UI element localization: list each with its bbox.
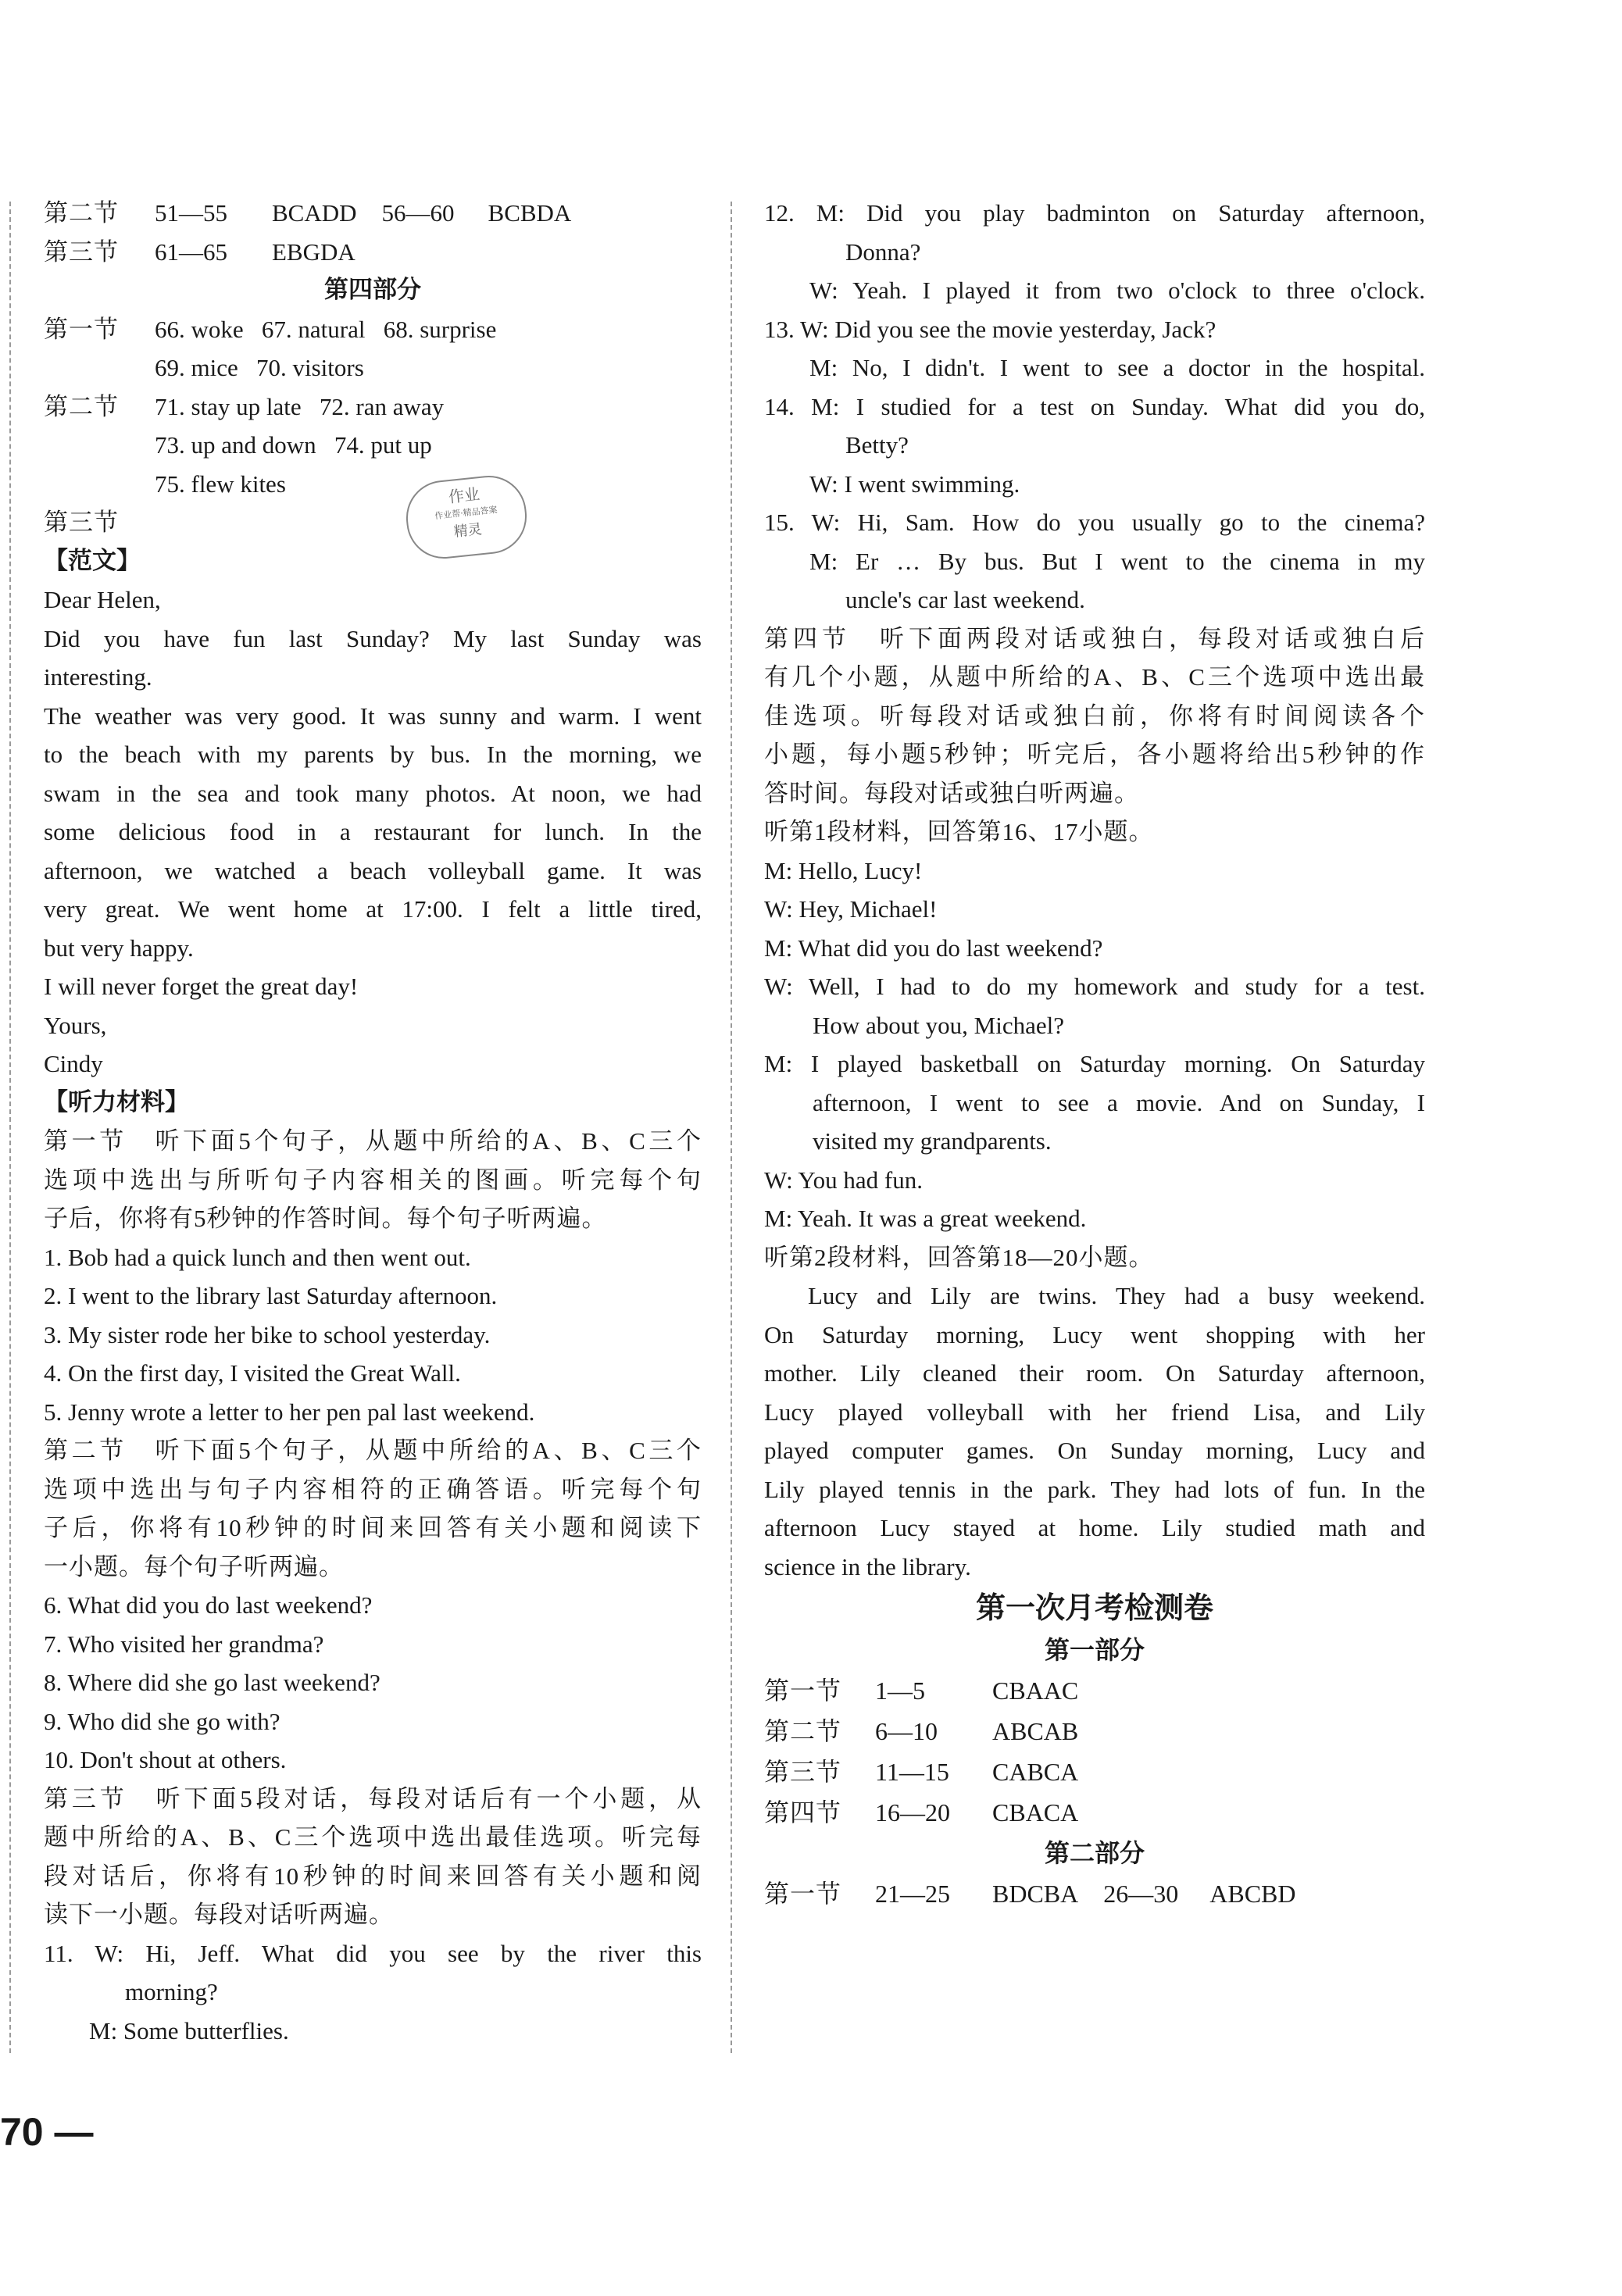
answer-range: 16—20 (875, 1798, 950, 1826)
instruction-line: 答时间。每段对话或独白听两遍。 (764, 779, 1139, 807)
answer-row (764, 1751, 1425, 1792)
section-label: 第三节 (44, 509, 119, 536)
instruction-line: 题中所给的A、B、C三个选项中选出最佳选项。听完每 (44, 1823, 702, 1851)
dialogue-line: Donna? (845, 237, 921, 266)
passage-line: Lucy and Lily are twins. They had a busy weekend. (808, 1282, 1425, 1309)
dialogue-line: W: I went swimming. (809, 470, 1020, 498)
exam-title: 第一次月考检测卷 (975, 1591, 1213, 1625)
instruction-line: 段对话后，你将有10秒钟的时间来回答有关小题和阅 (44, 1862, 702, 1890)
essay-line: The weather was very good. It was sunny and warm. I went (44, 702, 702, 730)
dialogue-line: Betty? (845, 431, 909, 459)
dialogue-line: afternoon, I went to see a movie. And on Sunday, I (813, 1088, 1425, 1116)
section-label: 第三节 (764, 1758, 842, 1786)
vocab-line: 69. mice 70. visitors (155, 354, 364, 381)
answer-row (764, 1670, 1425, 1711)
instruction-line: 选项中选出与句子内容相符的正确答语。听完每个句 (44, 1475, 702, 1503)
sentence: 6. What did you do last weekend? (44, 1591, 373, 1619)
answer-range: 6—10 (875, 1717, 938, 1745)
answer-row (764, 1873, 1425, 1914)
passage-line: Lily played tennis in the park. They had lots of fun. In the (764, 1475, 1425, 1503)
answer-key: CBACA (992, 1798, 1079, 1826)
answer-range: 1—5 (875, 1676, 925, 1705)
essay-line: Did you have fun last Sunday? My last Sunday was (44, 624, 702, 652)
section-label: 第三节 (44, 237, 119, 266)
vocab-line: 73. up and down 74. put up (155, 431, 432, 459)
answer-key: CABCA (992, 1758, 1079, 1786)
answer-range: 56—60 (381, 199, 455, 227)
vocab-line: 66. woke 67. natural 68. surprise (155, 315, 497, 343)
answer-row (764, 1711, 1425, 1751)
answer-range: 26—30 (1103, 1880, 1179, 1908)
instruction-line: 第三节 听下面5段对话，每段对话后有一个小题，从 (44, 1784, 702, 1812)
dialogue-line: W: Hey, Michael! (764, 895, 938, 923)
essay-line: I will never forget the great day! (44, 973, 359, 1000)
sentence: 10. Don't shout at others. (44, 1746, 287, 1773)
essay-line: Dear Helen, (44, 586, 161, 613)
sentence: 7. Who visited her grandma? (44, 1630, 324, 1658)
dialogue-line: How about you, Michael? (813, 1011, 1064, 1039)
dialogue-line: visited my grandparents. (813, 1127, 1052, 1155)
dialogue-line: M: What did you do last weekend? (764, 934, 1103, 962)
answer-range: 61—65 (155, 237, 227, 266)
vocab-line: 71. stay up late 72. ran away (155, 392, 445, 420)
instruction-line: 第一节 听下面5个句子，从题中所给的A、B、C三个 (44, 1127, 702, 1155)
sentence: 3. My sister rode her bike to school yesterday. (44, 1320, 491, 1348)
left-margin-line (9, 202, 11, 2053)
sentence: 9. Who did she go with? (44, 1707, 280, 1735)
sentence: 2. I went to the library last Saturday afternoon. (44, 1282, 498, 1309)
sentence: 5. Jenny wrote a letter to her pen pal last weekend. (44, 1398, 535, 1426)
right-column (764, 194, 1425, 1914)
column-divider (731, 202, 732, 2053)
section-label: 第一节 (44, 315, 119, 343)
instruction-line: 子后，你将有5秒钟的作答时间。每个句子听两遍。 (44, 1205, 607, 1232)
answer-row (764, 1792, 1425, 1833)
stamp-bottom: 精灵 (452, 521, 483, 541)
essay-line: but very happy. (44, 934, 194, 962)
essay-line: Yours, (44, 1011, 107, 1039)
dialogue-line: M: Hello, Lucy! (764, 856, 923, 884)
passage-line: played computer games. On Sunday morning, Lucy and (764, 1437, 1425, 1464)
essay-heading: 【范文】 (44, 546, 141, 575)
dialogue-line: W: You had fun. (764, 1166, 923, 1194)
dialogue-line: M: Some butterflies. (89, 2016, 289, 2044)
instruction-line: 小题，每小题5秒钟；听完后，各小题将给出5秒钟的作 (764, 741, 1425, 768)
passage-line: afternoon Lucy stayed at home. Lily studied math and (764, 1514, 1425, 1541)
sentence: 4. On the first day, I visited the Great Wall. (44, 1359, 461, 1387)
essay-line: afternoon, we watched a beach volleyball game. It was (44, 856, 702, 884)
dialogue-line: uncle's car last weekend. (845, 586, 1085, 613)
answer-key: BDCBA (992, 1880, 1079, 1908)
stamp-middle: 作业帮·精品答案 (434, 504, 498, 522)
instruction-line: 有几个小题，从题中所给的A、B、C三个选项中选出最 (764, 663, 1425, 691)
sentence: 1. Bob had a quick lunch and then went out. (44, 1243, 471, 1271)
section-label: 第二节 (764, 1717, 842, 1745)
answer-range: 21—25 (875, 1880, 950, 1908)
dialogue-line: M: No, I didn't. I went to see a doctor in the hospital. (809, 354, 1425, 381)
section-label: 第一节 (764, 1676, 842, 1705)
page-number: 70 — (0, 2110, 94, 2154)
answer-key: EBGDA (272, 237, 355, 266)
answer-range: 11—15 (875, 1758, 949, 1786)
instruction-line: 第四节 听下面两段对话或独白，每段对话或独白后 (764, 624, 1425, 652)
dialogue-line: M: I played basketball on Saturday morning. On Saturday (764, 1050, 1425, 1077)
instruction-line: 子后，你将有10秒钟的时间来回答有关小题和阅读下 (44, 1514, 702, 1541)
essay-line: some delicious food in a restaurant for lunch. In the (44, 818, 702, 845)
vocab-line: 75. flew kites (155, 470, 286, 498)
instruction-line: 一小题。每个句子听两遍。 (44, 1552, 344, 1580)
answer-key: BCBDA (488, 199, 572, 227)
answer-row (44, 233, 702, 272)
section-label: 第一节 (764, 1880, 842, 1908)
section-label: 第二节 (44, 199, 119, 227)
stamp-top: 作业 (447, 484, 481, 507)
instruction-line: 选项中选出与所听句子内容相关的图画。听完每个句 (44, 1166, 702, 1194)
answer-range: 51—55 (155, 199, 227, 227)
passage-line: On Saturday morning, Lucy went shopping with her (764, 1320, 1425, 1348)
sentence: 8. Where did she go last weekend? (44, 1669, 380, 1696)
page-number-text: 70 (0, 2110, 44, 2154)
part-title: 第一部分 (1044, 1635, 1145, 1665)
material-heading: 听第2段材料，回答第18—20小题。 (764, 1243, 1154, 1271)
instruction-line: 佳选项。听每段对话或独白前，你将有时间阅读各个 (764, 702, 1425, 730)
material-heading: 听第1段材料，回答第16、17小题。 (764, 818, 1154, 845)
dialogue-line: M: Yeah. It was a great weekend. (764, 1205, 1087, 1232)
instruction-line: 第二节 听下面5个句子，从题中所给的A、B、C三个 (44, 1437, 702, 1464)
essay-line: interesting. (44, 663, 152, 691)
left-column (44, 194, 702, 2050)
essay-line: swam in the sea and took many photos. At noon, we had (44, 779, 702, 807)
listening-heading: 【听力材料】 (44, 1087, 189, 1116)
section-label: 第四节 (764, 1798, 842, 1826)
instruction-line: 读下一小题。每段对话听两遍。 (44, 1901, 394, 1928)
dialogue-line: W: Yeah. I played it from two o'clock to three o'clock. (809, 277, 1425, 304)
part-title: 第二部分 (1044, 1838, 1145, 1868)
dialogue-line: 14. M: I studied for a test on Sunday. What did you do, (764, 392, 1425, 420)
passage-line: science in the library. (764, 1552, 971, 1580)
passage-line: mother. Lily cleaned their room. On Saturday afternoon, (764, 1359, 1425, 1387)
essay-line: very great. We went home at 17:00. I felt a little tired, (44, 895, 702, 923)
dialogue-line: M: Er … By bus. But I went to the cinema in my (809, 547, 1425, 575)
passage-line: Lucy played volleyball with her friend Lisa, and Lily (764, 1398, 1425, 1426)
answer-key: ABCAB (992, 1717, 1079, 1745)
essay (44, 580, 702, 1084)
answer-key: ABCBD (1209, 1880, 1296, 1908)
essay-line: to the beach with my parents by bus. In the morning, we (44, 741, 702, 768)
answer-row (44, 194, 702, 233)
dialogue-line: 12. M: Did you play badminton on Saturday afternoon, (764, 199, 1425, 227)
dialogue-line: W: Well, I had to do my homework and study for a test. (764, 973, 1425, 1000)
answer-key: BCADD (272, 199, 357, 227)
dialogue-line: morning? (125, 1978, 218, 2005)
dialogue-line: 13. W: Did you see the movie yesterday, Jack? (764, 315, 1216, 343)
dialogue-line: 11. W: Hi, Jeff. What did you see by the river this (44, 1939, 702, 1967)
essay-line: Cindy (44, 1050, 103, 1077)
answer-key: CBAAC (992, 1676, 1079, 1705)
section-label: 第二节 (44, 392, 119, 420)
part-title: 第四部分 (324, 276, 421, 304)
dialogue-line: 15. W: Hi, Sam. How do you usually go to the cinema? (764, 509, 1425, 536)
